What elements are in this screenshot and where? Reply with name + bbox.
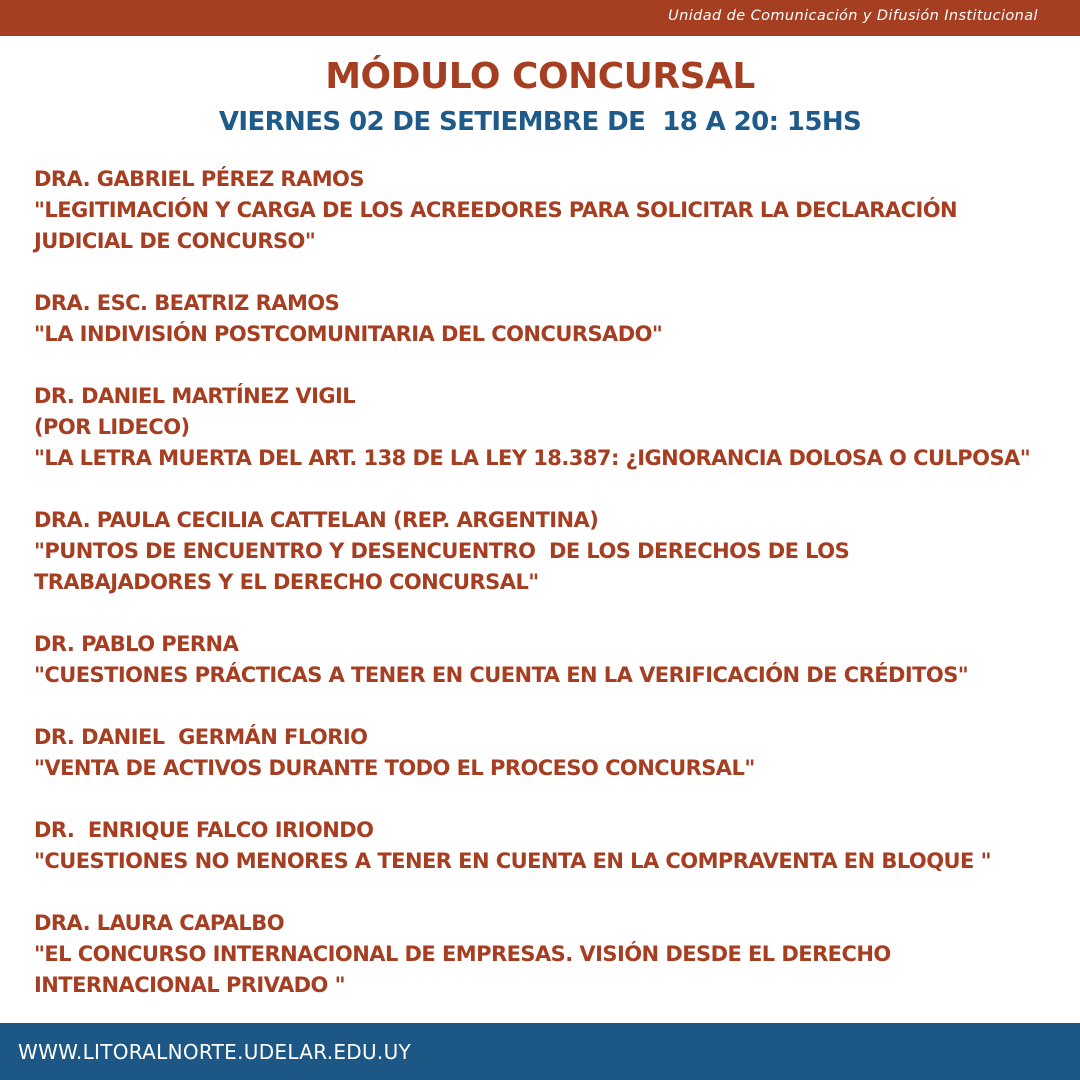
talk-text-line: JUDICIAL DE CONCURSO" <box>34 229 316 253</box>
speaker-name: DRA. ESC. BEATRIZ RAMOS <box>34 291 340 315</box>
talk-text-line: (POR LIDECO) <box>34 415 190 439</box>
footer-bar <box>0 1023 1080 1080</box>
talk-text-line: "VENTA DE ACTIVOS DURANTE TODO EL PROCESO CONCURSAL" <box>34 756 755 780</box>
talk-text-line: "EL CONCURSO INTERNACIONAL DE EMPRESAS. VISIÓN DESDE EL DERECHO <box>34 942 891 966</box>
talk-text-line: "LEGITIMACIÓN Y CARGA DE LOS ACREEDORES PARA SOLICITAR LA DECLARACIÓN <box>34 198 958 222</box>
talk-entry <box>34 722 1074 784</box>
talk-entry <box>34 815 1074 877</box>
talk-text-line: "CUESTIONES PRÁCTICAS A TENER EN CUENTA EN LA VERIFICACIÓN DE CRÉDITOS" <box>34 663 969 687</box>
talk-entry <box>34 505 1074 598</box>
talk-list <box>34 164 1074 1032</box>
speaker-name: DR. PABLO PERNA <box>34 632 239 656</box>
talk-text-line: "CUESTIONES NO MENORES A TENER EN CUENTA EN LA COMPRAVENTA EN BLOQUE " <box>34 849 991 873</box>
institution-label: Unidad de Comunicación y Difusión Institucional <box>668 8 1038 24</box>
talk-entry <box>34 629 1074 691</box>
talk-text-line: "PUNTOS DE ENCUENTRO Y DESENCUENTRO DE LOS DERECHOS DE LOS <box>34 539 850 563</box>
talk-entry <box>34 164 1074 257</box>
talk-text-line: "LA INDIVISIÓN POSTCOMUNITARIA DEL CONCURSADO" <box>34 322 663 346</box>
speaker-name: DR. DANIEL GERMÁN FLORIO <box>34 725 368 749</box>
talk-text-line: INTERNACIONAL PRIVADO " <box>34 973 345 997</box>
talk-entry <box>34 381 1074 474</box>
speaker-name: DR. ENRIQUE FALCO IRIONDO <box>34 818 374 842</box>
event-date: VIERNES 02 DE SETIEMBRE DE 18 A 20: 15HS <box>218 107 862 137</box>
talk-text-line: TRABAJADORES Y EL DERECHO CONCURSAL" <box>34 570 539 594</box>
page-title: MÓDULO CONCURSAL <box>325 56 755 97</box>
talk-text-line: "LA LETRA MUERTA DEL ART. 138 DE LA LEY 18.387: ¿IGNORANCIA DOLOSA O CULPOSA" <box>34 446 1031 470</box>
talk-entry <box>34 908 1074 1001</box>
speaker-name: DRA. GABRIEL PÉREZ RAMOS <box>34 167 364 191</box>
speaker-name: DR. DANIEL MARTÍNEZ VIGIL <box>34 384 356 408</box>
speaker-name: DRA. LAURA CAPALBO <box>34 911 285 935</box>
header-bar <box>0 0 1080 36</box>
speaker-name: DRA. PAULA CECILIA CATTELAN (REP. ARGENTINA) <box>34 508 599 532</box>
website-link[interactable]: WWW.LITORALNORTE.UDELAR.EDU.UY <box>18 1040 412 1064</box>
talk-entry <box>34 288 1074 350</box>
